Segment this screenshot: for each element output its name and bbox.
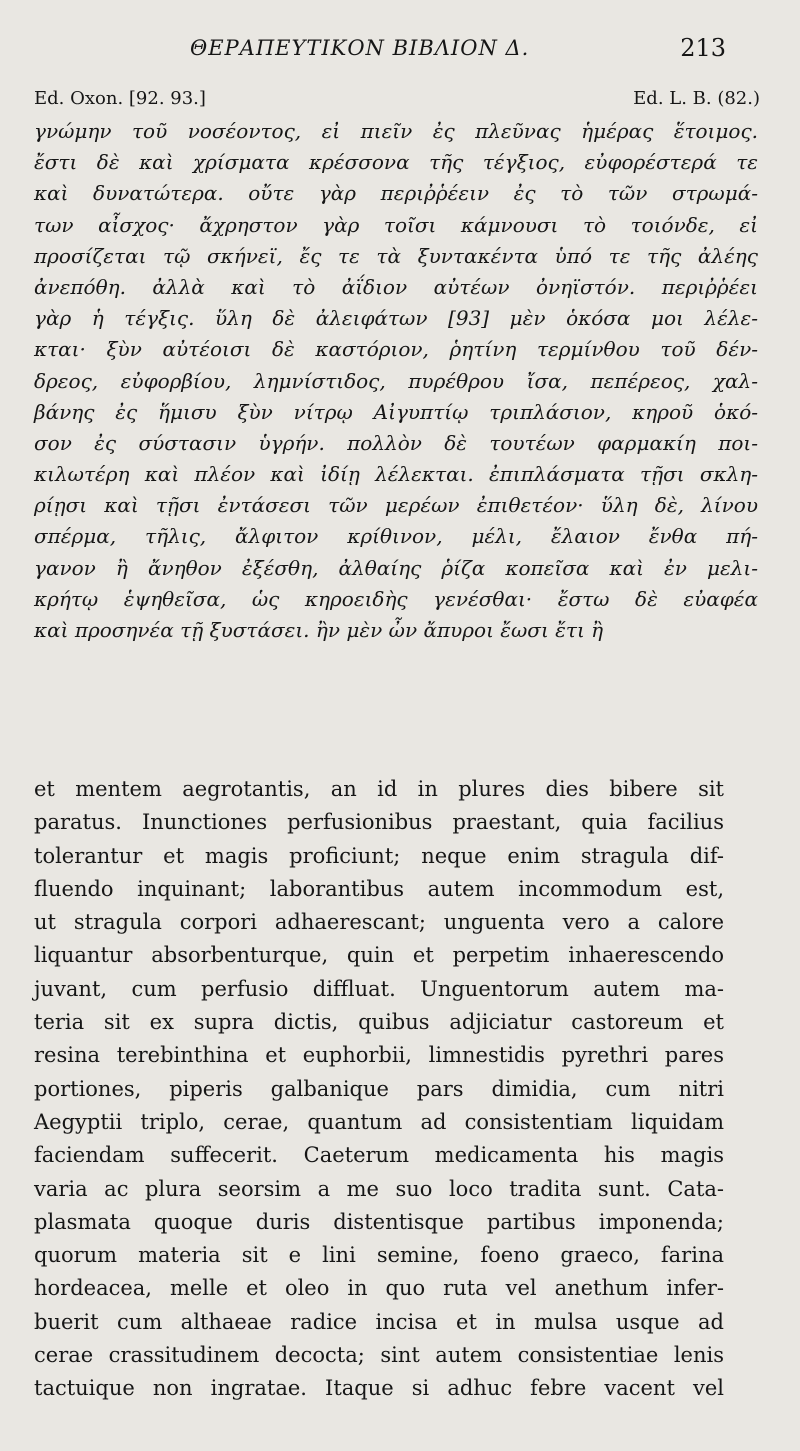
latin-line: et mentem aegrotantis, an id in plures dies bibere sit: [34, 777, 724, 801]
latin-line: paratus. Inunctiones perfusionibus praestant, quia facilius: [34, 810, 724, 835]
latin-line: Aegyptii triplo, cerae, quantum ad consistentiam liquidam: [34, 1109, 724, 1134]
latin-line: buerit cum althaeae radice incisa et in mulsa usque ad: [34, 1309, 724, 1334]
greek-line: ἀνεπόθη. ἀλλὰ καὶ τὸ ἀΐδιον αὐτέων ὀνηϊστόν. περιῤῥέει: [34, 274, 758, 299]
greek-text-block: [34, 116, 758, 646]
greek-line: κται· ξὺν αὐτέοισι δὲ καστόριον, ῥητίνη τερμίνθου τοῦ δέν-: [34, 337, 758, 362]
greek-line: δρεος, εὐφορβίου, λημνίστιδος, πυρέθρου ἴσα, πεπέρεος, χαλ-: [34, 368, 758, 393]
greek-line: προσίζεται τῷ σκήνεϊ, ἔς τε τὰ ξυντακέντα ὑπό τε τῆς ἀλέης: [34, 243, 758, 268]
latin-line: fluendo inquinant; laborantibus autem incommodum est,: [34, 876, 724, 901]
latin-text-block: [34, 773, 724, 1406]
latin-line: faciendam suffecerit. Caeterum medicamenta his magis: [34, 1143, 724, 1168]
greek-line: γνώμην τοῦ νοσέοντος, εἰ πιεῖν ἐς πλεῦνας ἡμέρας ἕτοιμος.: [34, 119, 758, 143]
latin-line: plasmata quoque duris distentisque partibus imponenda;: [34, 1209, 724, 1234]
latin-line: tolerantur et magis proficiunt; neque enim stragula dif-: [34, 843, 724, 868]
edition-reference-right: Ed. L. B. (82.): [633, 88, 760, 109]
greek-line: γὰρ ἡ τέγξις. ὕλη δὲ ἀλειφάτων [93] μὲν ὁκόσα μοι λέλε-: [34, 306, 758, 331]
latin-line: portiones, piperis galbanique pars dimidia, cum nitri: [34, 1076, 724, 1101]
greek-line: σον ἐς σύστασιν ὑγρήν. πολλὸν δὲ τουτέων φαρμακίη ποι-: [34, 430, 758, 455]
latin-line: teria sit ex supra dictis, quibus adjiciatur castoreum et: [34, 1010, 724, 1035]
latin-line: hordeacea, melle et oleo in quo ruta vel anethum infer-: [34, 1276, 724, 1301]
latin-line: liquantur absorbenturque, quin et perpetim inhaerescendo: [34, 943, 724, 968]
running-title: ΘΕΡΑΠΕΥΤΙΚΟΝ ΒΙΒΛΙΟΝ Δ.: [190, 36, 530, 60]
greek-line: καὶ δυνατώτερα. οὔτε γὰρ περιῤῥέειν ἐς τὸ τῶν στρωμά-: [34, 181, 758, 206]
greek-line: των αἶσχος· ἄχρηστον γὰρ τοῖσι κάμνουσι τὸ τοιόνδε, εἰ: [34, 212, 758, 237]
latin-line: quorum materia sit e lini semine, foeno graeco, farina: [34, 1243, 724, 1268]
greek-line: καὶ προσηνέα τῇ ξυστάσει. ἢν μὲν ὦν ἄπυροι ἔωσι ἔτι ἢ: [34, 618, 604, 642]
greek-line: γανον ἢ ἄνηθον ἐξέσθη, ἀλθαίης ῥίζα κοπεῖσα καὶ ἐν μελι-: [34, 555, 758, 580]
greek-line: κρήτῳ ἑψηθεῖσα, ὡς κηροειδὴς γενέσθαι· ἔστω δὲ εὐαφέα: [34, 586, 758, 611]
page-number: 213: [680, 34, 726, 62]
greek-line: ἔστι δὲ καὶ χρίσματα κρέσσονα τῆς τέγξιος, εὐφορέστερά τε: [34, 150, 758, 175]
greek-line: βάνης ἐς ἥμισυ ξὺν νίτρῳ Αἰγυπτίῳ τριπλάσιον, κηροῦ ὁκό-: [34, 399, 758, 424]
greek-line: σπέρμα, τῆλις, ἄλφιτον κρίθινον, μέλι, ἔλαιον ἔνθα πή-: [34, 524, 758, 549]
greek-line: ρίῃσι καὶ τῇσι ἐντάσεσι τῶν μερέων ἐπιθετέον· ὕλη δὲ, λίνου: [34, 493, 758, 518]
edition-reference-left: Ed. Oxon. [92. 93.]: [34, 88, 206, 109]
latin-line: resina terebinthina et euphorbii, limnestidis pyrethri pares: [34, 1043, 724, 1068]
latin-line: varia ac plura seorsim a me suo loco tradita sunt. Cata-: [34, 1176, 724, 1201]
latin-line: ut stragula corpori adhaerescant; unguenta vero a calore: [34, 910, 724, 935]
latin-line: cerae crassitudinem decocta; sint autem consistentiae lenis: [34, 1343, 724, 1368]
greek-line: κιλωτέρη καὶ πλέον καὶ ἰδίῃ λέλεκται. ἐπιπλάσματα τῇσι σκλη-: [34, 462, 758, 487]
latin-line: juvant, cum perfusio diffluat. Unguentorum autem ma-: [34, 976, 724, 1001]
latin-line: tactuique non ingratae. Itaque si adhuc febre vacent vel: [34, 1376, 724, 1401]
